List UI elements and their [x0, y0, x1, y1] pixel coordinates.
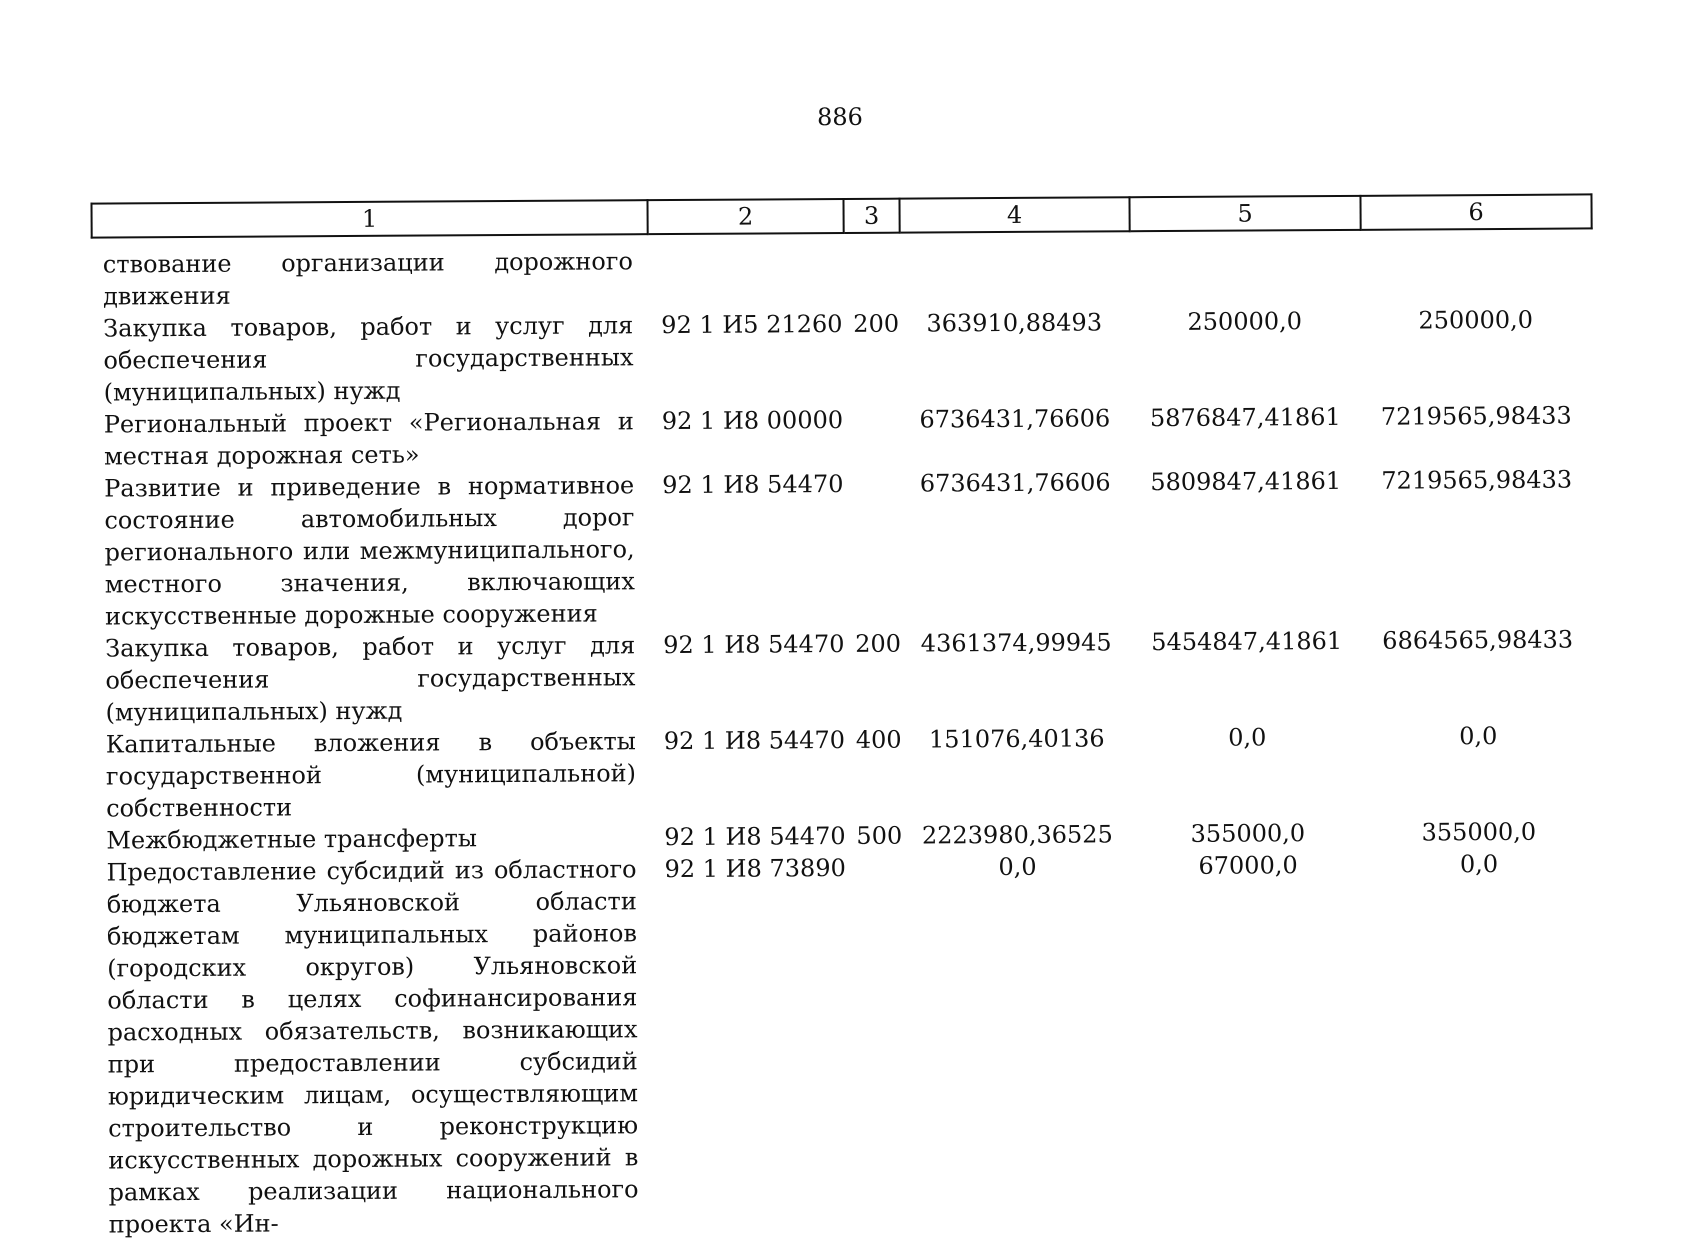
- row-value-5: 5809847,41861: [1150, 466, 1342, 497]
- row-expense-type: 200: [853, 309, 900, 338]
- table-row: [94, 719, 1595, 824]
- row-code: 92 1 И8 54470: [664, 821, 846, 852]
- row-value-5: [1129, 241, 1360, 306]
- row-value-5: 5876847,41861: [1149, 402, 1341, 433]
- row-value-5: 5454847,41861: [1151, 626, 1343, 657]
- row-value-6: 7219565,98433: [1380, 401, 1572, 431]
- row-expense-type: [844, 404, 900, 468]
- table-row: [93, 623, 1594, 728]
- header-column-5: 5: [1129, 196, 1360, 231]
- table-row: [92, 463, 1593, 632]
- row-value-6: 0,0: [1459, 849, 1499, 879]
- row-value-5: 355000,0: [1190, 819, 1306, 848]
- row-value-4: 6736431,76606: [919, 404, 1111, 434]
- row-expense-type: [846, 852, 904, 1236]
- row-value-4: 0,0: [998, 852, 1037, 882]
- row-expense-type: [843, 244, 899, 308]
- row-value-4: [899, 242, 1129, 307]
- row-description: Закупка товаров, работ и услуг для обеспечения государственных (муниципальных) нужд: [105, 631, 636, 727]
- table-row: [94, 847, 1596, 1240]
- row-code: 92 1 И8 00000: [661, 405, 844, 436]
- row-code: 92 1 И8 54470: [663, 629, 845, 660]
- row-description: ствование организации дорожного движения: [102, 247, 633, 311]
- row-code: 92 1 И5 21260: [661, 309, 843, 340]
- row-value-4: 4361374,99945: [920, 628, 1112, 658]
- table-row: [92, 399, 1592, 472]
- row-value-6: 355000,0: [1421, 817, 1537, 847]
- row-value-6: [1360, 239, 1591, 304]
- row-value-6: 0,0: [1459, 721, 1498, 751]
- row-value-4: 151076,40136: [928, 724, 1105, 754]
- row-expense-type: 200: [855, 629, 902, 658]
- row-value-5: 250000,0: [1187, 307, 1303, 336]
- row-description: Капитальные вложения в объекты государственной (муниципальной) собственности: [105, 727, 637, 823]
- row-value-6: 6864565,98433: [1382, 625, 1574, 655]
- table-row: [91, 239, 1591, 312]
- row-value-5: 67000,0: [1198, 851, 1298, 880]
- row-description: Региональный проект «Региональная и местная дорожная сеть»: [103, 407, 634, 471]
- row-value-4: 2223980,36525: [921, 820, 1113, 850]
- row-value-4: 6736431,76606: [919, 468, 1111, 498]
- header-column-2: 2: [647, 199, 843, 234]
- row-code: 92 1 И8 73890: [664, 853, 846, 884]
- row-description: Закупка товаров, работ и услуг для обеспечения государственных (муниципальных) нужд: [103, 311, 634, 407]
- row-value-5: 0,0: [1228, 723, 1267, 752]
- header-column-4: 4: [899, 197, 1129, 232]
- row-code: 92 1 И8 54470: [663, 725, 846, 756]
- row-description: Предоставление субсидий из областного бюджета Ульяновской области бюджетам муниципальных районов (городских округов) Ульяновской области в целях софинансирования расходных обязательств, возникающих при предоставлении субсидий юридическим лицам, осуществляющим строительство и реконструкцию искусственных дорожных сооружений в рамках реализации национального проекта «Ин-: [106, 855, 639, 1239]
- header-row: [91, 194, 1591, 237]
- row-expense-type: [844, 468, 901, 628]
- row-value-4: 363910,88493: [926, 308, 1103, 338]
- row-expense-type: 400: [855, 725, 902, 754]
- row-description: Межбюджетные трансферты: [106, 824, 478, 855]
- row-value-6: 7219565,98433: [1381, 465, 1573, 495]
- row-value-6: 250000,0: [1418, 305, 1534, 335]
- column-number-header: [90, 193, 1592, 238]
- page-number: 886: [816, 102, 863, 132]
- row-description: Развитие и приведение в нормативное состояние автомобильных дорог регионального или межмуниципального, местного значения, включающих искусственные дорожные сооружения: [104, 471, 635, 631]
- header-column-1: 1: [91, 200, 647, 237]
- budget-table: [91, 239, 1597, 1240]
- table-row: [91, 303, 1592, 408]
- row-expense-type: 500: [856, 821, 903, 850]
- header-column-6: 6: [1360, 194, 1591, 229]
- row-code: [647, 244, 843, 309]
- row-code: 92 1 И8 54470: [662, 469, 844, 500]
- header-column-3: 3: [843, 199, 899, 233]
